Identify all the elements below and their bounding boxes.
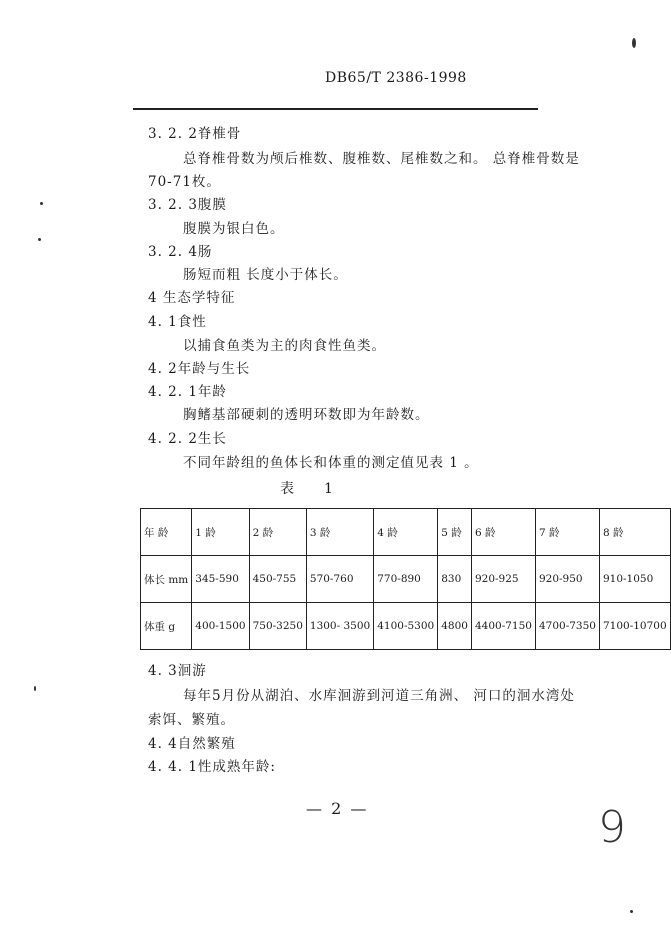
section-heading-4-4-1: 4. 4. 1性成熟年龄:	[148, 759, 276, 775]
table-caption-number: 1	[324, 481, 335, 497]
table-header-cell: 7 龄	[535, 509, 599, 556]
scan-speck	[630, 910, 633, 913]
table-caption-label: 表	[280, 481, 296, 497]
table-header-cell: 2 龄	[249, 509, 306, 556]
table-cell: 4700-7350	[535, 603, 599, 650]
table-cell: 4800	[438, 603, 472, 650]
paragraph-line: 不同年龄组的鱼体长和体重的测定值见表 1 。	[183, 455, 479, 471]
scan-speck	[34, 686, 36, 691]
header-rule	[133, 108, 538, 110]
paragraph-line: 以捕食鱼类为主的肉食性鱼类。	[183, 338, 386, 354]
table-cell: 910-1050	[599, 556, 670, 603]
scan-speck	[38, 238, 41, 241]
paragraph-line: 肠短而粗 长度小于体长。	[183, 267, 348, 283]
table-cell: 4100-5300	[374, 603, 438, 650]
table-header-cell: 6 龄	[471, 509, 535, 556]
scan-speck	[632, 38, 636, 48]
section-heading-3-2-3: 3. 2. 3腹膜	[148, 197, 227, 213]
table-cell: 1300- 3500	[306, 603, 373, 650]
table-cell: 920-925	[471, 556, 535, 603]
document-code: DB65/T 2386-1998	[325, 70, 467, 86]
paragraph-line: 总脊椎骨数为颅后椎数、腹椎数、尾椎数之和。 总脊椎骨数是	[183, 151, 580, 167]
table-cell: 体长 mm	[141, 556, 192, 603]
paragraph-line: 腹膜为银白色。	[183, 221, 285, 237]
table-cell: 920-950	[535, 556, 599, 603]
table-header-cell: 5 龄	[438, 509, 472, 556]
section-heading-4-1: 4. 1食性	[148, 314, 207, 330]
section-heading-4-2: 4. 2年龄与生长	[148, 361, 251, 377]
table-header-row	[141, 509, 671, 556]
section-heading-4: 4 生态学特征	[148, 290, 236, 306]
table-cell: 570-760	[306, 556, 373, 603]
section-heading-4-4: 4. 4自然繁殖	[148, 736, 236, 752]
table-header-cell: 8 龄	[599, 509, 670, 556]
handwritten-mark: 9	[598, 802, 626, 853]
section-heading-3-2-4: 3. 2. 4肠	[148, 244, 213, 260]
paragraph-line: 胸鳍基部硬刺的透明环数即为年龄数。	[183, 407, 430, 423]
table-cell: 830	[438, 556, 472, 603]
table-cell: 7100-10700	[599, 603, 670, 650]
page-number: — 2 —	[306, 799, 369, 818]
table-row	[141, 556, 671, 603]
table-header-cell: 年 龄	[141, 509, 192, 556]
table-cell: 体重 g	[141, 603, 192, 650]
section-heading-4-2-1: 4. 2. 1年龄	[148, 384, 227, 400]
table-caption	[280, 478, 335, 498]
table-header-cell: 3 龄	[306, 509, 373, 556]
table-header-cell: 4 龄	[374, 509, 438, 556]
table-cell: 770-890	[374, 556, 438, 603]
section-heading-3-2-2: 3. 2. 2脊椎骨	[148, 126, 242, 142]
paragraph-line: 每年5月份从湖泊、水库洄游到河道三角洲、 河口的洄水湾处	[183, 688, 575, 704]
section-heading-4-2-2: 4. 2. 2生长	[148, 431, 227, 447]
paragraph-line: 70-71枚。	[148, 174, 221, 190]
table-row	[141, 603, 671, 650]
table-cell: 450-755	[249, 556, 306, 603]
table-cell: 400-1500	[192, 603, 249, 650]
table-cell: 345-590	[192, 556, 249, 603]
table-header-cell: 1 龄	[192, 509, 249, 556]
scan-speck	[40, 202, 43, 205]
paragraph-line: 索饵、繁殖。	[148, 712, 235, 728]
age-length-weight-table	[140, 508, 671, 650]
section-heading-4-3: 4. 3洄游	[148, 663, 207, 679]
table-cell: 750-3250	[249, 603, 306, 650]
table-cell: 4400-7150	[471, 603, 535, 650]
